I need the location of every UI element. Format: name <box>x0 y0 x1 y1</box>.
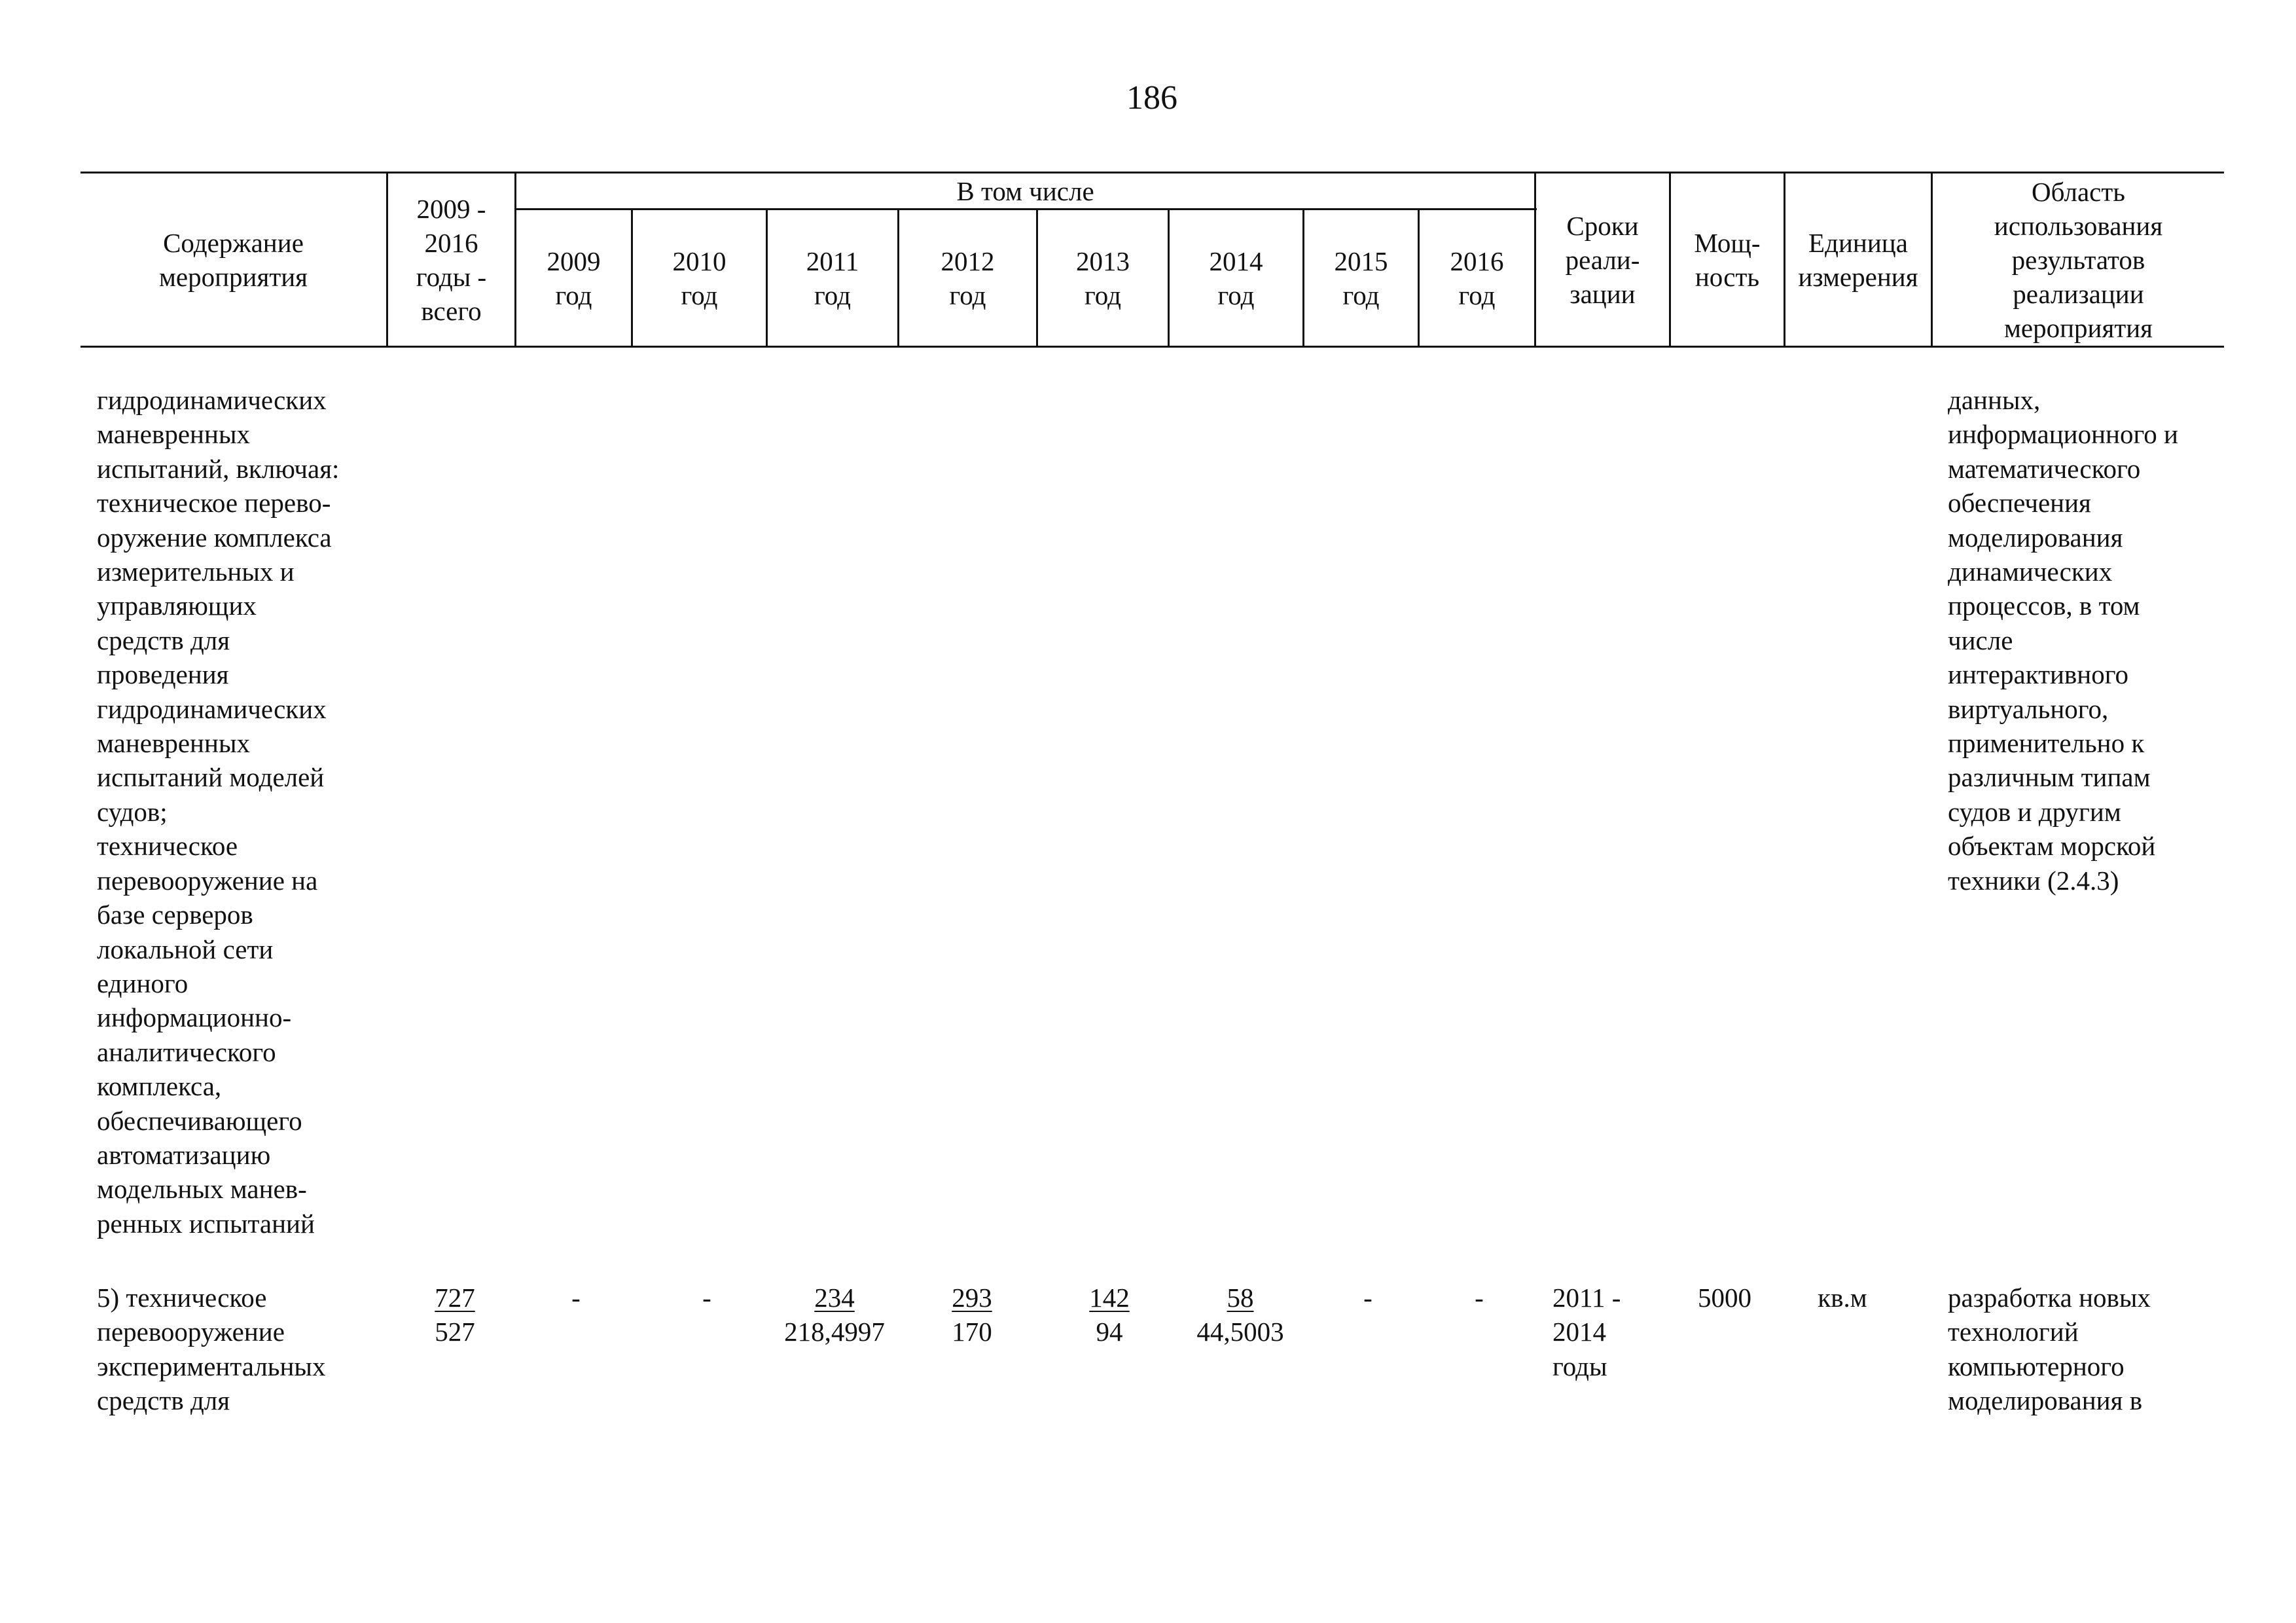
text-line: экспериментальных <box>97 1351 326 1381</box>
row5-2011: 234 218,4997 <box>784 1283 885 1347</box>
text-line: техники (2.4.3) <box>1948 865 2119 896</box>
row5-content-text <box>97 1281 325 1418</box>
text-line: локальной сети <box>97 934 274 964</box>
text-line: гидродинамических <box>97 693 327 724</box>
text-line: применительно к <box>1948 728 2145 759</box>
row5-2016: - <box>1475 1283 1484 1313</box>
row5-2012: 293 170 <box>952 1283 992 1347</box>
text-line: информационного и <box>1948 419 2178 450</box>
text-line: испытаний моделей <box>97 762 325 793</box>
text-line: данных, <box>1948 385 2041 415</box>
row5-terms <box>1552 1281 1621 1383</box>
row5-2010: - <box>702 1283 711 1313</box>
header-year-2014: 2014 год <box>1209 246 1263 310</box>
row5-capacity: 5000 <box>1698 1283 1751 1313</box>
continued-area-text <box>1948 383 2178 898</box>
text-line: обеспечения <box>1948 488 2091 519</box>
header-terms: Сроки реали- зации <box>1565 210 1640 309</box>
text-line: динамических <box>1948 556 2113 587</box>
text-line: судов и другим <box>1948 796 2121 827</box>
header-area: Область использования результатов реализации мероприятия <box>1994 176 2163 343</box>
text-line: ренных испытаний <box>97 1208 315 1239</box>
text-line: автоматизацию <box>97 1139 271 1170</box>
header-year-2016: 2016 год <box>1450 246 1504 310</box>
text-line: средств для <box>97 625 230 655</box>
text-line: аналитического <box>97 1036 276 1067</box>
text-line: маневренных <box>97 728 250 759</box>
text-line: обеспечивающего <box>97 1105 302 1136</box>
continued-content-text <box>97 383 339 1241</box>
text-line: средств для <box>97 1385 230 1416</box>
header-capacity: Мощ- ность <box>1694 227 1761 292</box>
text-line: виртуального, <box>1948 693 2109 724</box>
header-group-label: В том числе <box>956 175 1094 206</box>
text-line: годы <box>1552 1351 1607 1381</box>
text-line: гидродинамических <box>97 385 327 415</box>
text-line: 2011 - <box>1552 1283 1621 1313</box>
text-line: процессов, в том <box>1948 591 2140 621</box>
text-line: числе <box>1948 625 2013 655</box>
text-line: перевооружение <box>97 1317 285 1347</box>
text-line: маневренных <box>97 419 250 450</box>
header-year-2015: 2015 год <box>1334 246 1388 310</box>
text-line: проведения <box>97 659 229 690</box>
text-line: математического <box>1948 453 2141 484</box>
text-line: судов; <box>97 796 168 827</box>
row5-unit: кв.м <box>1818 1283 1867 1313</box>
text-line: модельных манев- <box>97 1174 307 1205</box>
header-unit: Единица измерения <box>1798 227 1918 292</box>
text-line: техническое перево- <box>97 488 331 519</box>
text-line: информационно- <box>97 1002 292 1033</box>
text-line: моделирования <box>1948 522 2123 553</box>
text-line: различным типам <box>1948 762 2151 793</box>
text-line: техническое <box>97 831 238 862</box>
text-line: перевооружение на <box>97 865 318 896</box>
header-year-2009: 2009 год <box>547 246 601 310</box>
row5-total: 727 527 <box>435 1283 475 1347</box>
header-content: Содержание мероприятия <box>158 227 308 292</box>
text-line: интерактивного <box>1948 659 2129 690</box>
text-line: моделирования в <box>1948 1385 2143 1416</box>
text-line: управляющих <box>97 591 257 621</box>
row5-2013: 142 94 <box>1089 1283 1130 1347</box>
text-line: технологий <box>1948 1317 2079 1347</box>
text-line: единого <box>97 968 188 998</box>
row5-2015: - <box>1363 1283 1372 1313</box>
row5-2009: - <box>571 1283 581 1313</box>
text-line: 2014 <box>1552 1317 1606 1347</box>
text-line: объектам морской <box>1948 831 2156 862</box>
text-line: оружение комплекса <box>97 522 332 553</box>
page-number: 186 <box>1126 79 1177 117</box>
text-line: разработка новых <box>1948 1283 2151 1313</box>
header-year-2013: 2013 год <box>1076 246 1130 310</box>
text-line: измерительных и <box>97 556 295 587</box>
header-total: 2009 - 2016 годы - всего <box>416 193 487 326</box>
header-bottom-rule <box>81 346 2224 348</box>
text-line: 5) техническое <box>97 1283 267 1313</box>
text-line: компьютерного <box>1948 1351 2125 1381</box>
row5-area-text <box>1948 1281 2151 1418</box>
header-year-2010: 2010 год <box>672 246 726 310</box>
text-line: комплекса, <box>97 1071 222 1102</box>
text-line: базе серверов <box>97 900 253 930</box>
header-year-2012: 2012 год <box>941 246 995 310</box>
header-year-2011: 2011 год <box>806 246 859 310</box>
text-line: испытаний, включая: <box>97 453 340 484</box>
row5-2014: 58 44,5003 <box>1196 1283 1284 1347</box>
